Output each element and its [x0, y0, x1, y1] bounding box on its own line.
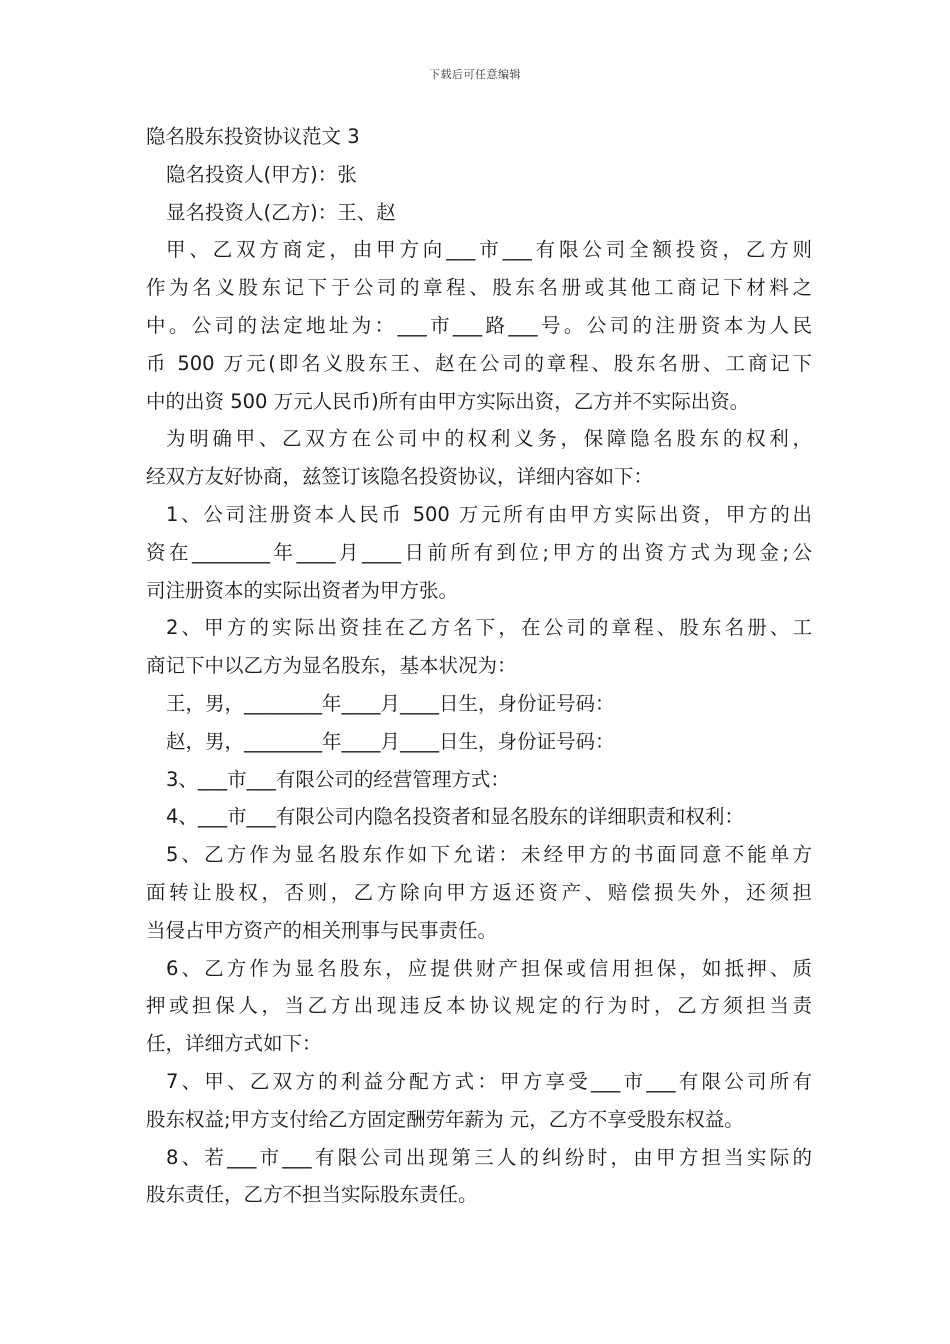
document-line: 8、若___市___有限公司出现第三人的纠纷时，由甲方担当实际的 — [166, 1145, 812, 1169]
document-line: 任，详细方式如下： — [146, 1032, 322, 1056]
document-line: 股东权益;甲方支付给乙方固定酬劳年薪为 元，乙方不享受股东权益。 — [146, 1107, 744, 1131]
document-line: 当侵占甲方资产的相关刑事与民事责任。 — [146, 918, 498, 942]
document-line: 中。公司的法定地址为：___市___路___号。公司的注册资本为人民 — [146, 313, 812, 337]
document-line: 赵，男，________年____月____日生，身份证号码： — [166, 729, 615, 753]
document-line: 7、甲、乙双方的利益分配方式：甲方享受___市___有限公司所有 — [166, 1069, 812, 1093]
document-line: 为明确甲、乙双方在公司中的权利义务，保障隐名股东的权利， — [166, 427, 812, 451]
document-line: 隐名投资人(甲方)：张 — [166, 162, 357, 186]
document-line: 司注册资本的实际出资者为甲方张。 — [146, 578, 459, 602]
document-line: 作为名义股东记下于公司的章程、股东名册或其他工商记下材料之 — [146, 276, 812, 300]
document-line: 商记下中以乙方为显名股东，基本状况为： — [146, 654, 517, 678]
page-header-note: 下载后可任意编辑 — [429, 68, 521, 81]
document-line: 3、___市___有限公司的经营管理方式： — [166, 767, 510, 791]
document-line: 王，男，________年____月____日生，身份证号码： — [166, 691, 615, 715]
document-line: 资在________年____月____日前所有到位;甲方的出资方式为现金;公 — [146, 540, 812, 564]
document-line: 4、___市___有限公司内隐名投资者和显名股东的详细职责和权利： — [166, 805, 744, 829]
document-line: 面转让股权，否则，乙方除向甲方返还资产、赔偿损失外，还须担 — [146, 880, 812, 904]
document-line: 中的出资 500 万元人民币)所有由甲方实际出资，乙方并不实际出资。 — [146, 389, 750, 413]
document-body — [146, 118, 812, 1214]
document-line: 甲、乙双方商定，由甲方向___市___有限公司全额投资，乙方则 — [166, 238, 812, 262]
document-title: 隐名股东投资协议范文 3 — [146, 125, 360, 148]
document-line: 2、甲方的实际出资挂在乙方名下，在公司的章程、股东名册、工 — [166, 616, 812, 640]
document-line: 押或担保人，当乙方出现违反本协议规定的行为时，乙方须担当责 — [146, 994, 812, 1018]
document-line: 显名投资人(乙方)：王、赵 — [166, 200, 396, 224]
document-line: 5、乙方作为显名股东作如下允诺：未经甲方的书面同意不能单方 — [166, 843, 812, 867]
document-line: 1、公司注册资本人民币 500 万元所有由甲方实际出资，甲方的出 — [166, 502, 812, 526]
document-line: 6、乙方作为显名股东，应提供财产担保或信用担保，如抵押、质 — [166, 956, 812, 980]
document-line: 股东责任，乙方不担当实际股东责任。 — [146, 1183, 478, 1207]
document-line: 经双方友好协商，兹签订该隐名投资协议，详细内容如下： — [146, 465, 654, 489]
document-line: 币 500 万元(即名义股东王、赵在公司的章程、股东名册、工商记下 — [146, 351, 812, 375]
